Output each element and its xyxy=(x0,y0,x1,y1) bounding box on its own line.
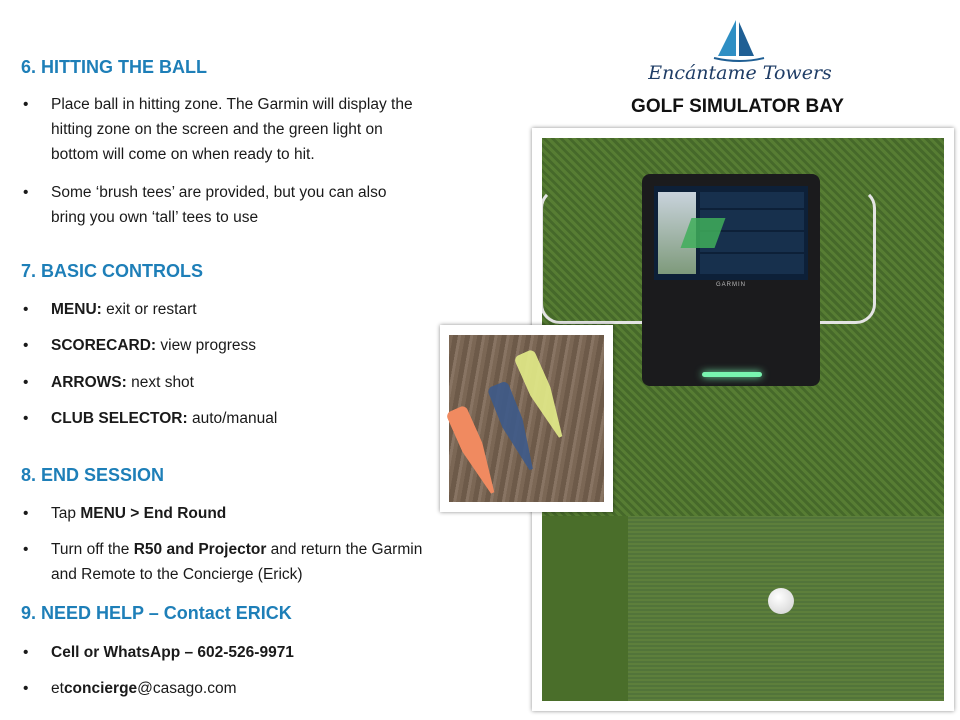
sailboat-logo-icon xyxy=(640,18,840,62)
bullet-text: Turn off the xyxy=(51,541,134,558)
bullet-bold: R50 and Projector xyxy=(133,541,267,558)
bullet-dot: • xyxy=(23,184,29,201)
bullet-text-line: bottom will come on when ready to hit. xyxy=(51,146,315,163)
wood-background xyxy=(449,335,604,502)
phone-number: Cell or WhatsApp – 602-526-9971 xyxy=(51,644,294,661)
ready-light xyxy=(702,372,762,377)
bullet-dot: • xyxy=(23,541,29,558)
bullet-text-line: Place ball in hitting zone. The Garmin will display the xyxy=(51,96,413,113)
control-name: ARROWS: xyxy=(51,374,127,391)
control-desc: exit or restart xyxy=(101,301,197,318)
bullet-dot: • xyxy=(23,410,29,427)
bullet-text-line: and Remote to the Concierge (Erick) xyxy=(51,566,303,583)
device-screen xyxy=(654,186,808,280)
orange-tee xyxy=(445,405,503,498)
section-heading-hitting: 6. HITTING THE BALL xyxy=(21,57,207,77)
control-desc: next shot xyxy=(126,374,194,391)
bullet-dot: • xyxy=(23,374,29,391)
brand-name: Encántame Towers xyxy=(648,62,832,84)
garmin-r50-device xyxy=(642,174,820,386)
control-desc: auto/manual xyxy=(187,410,278,427)
bullet-text-line: bring you own ‘tall’ tees to use xyxy=(51,209,259,226)
encantame-logo xyxy=(640,18,840,88)
bullet-text-line: Some ‘brush tees’ are provided, but you can also xyxy=(51,184,387,201)
brush-tees-photo xyxy=(440,325,613,512)
bullet-dot: • xyxy=(23,96,29,113)
device-brand-label: GARMIN xyxy=(716,282,746,288)
email-bold: concierge xyxy=(63,680,138,697)
email-domain: @casago.com xyxy=(137,680,237,697)
bullet-text: and return the Garmin xyxy=(266,541,423,558)
section-heading-controls: 7. BASIC CONTROLS xyxy=(21,261,204,281)
bullet-text: Tap xyxy=(51,505,81,522)
section-heading-end-session: 8. END SESSION xyxy=(21,465,165,485)
control-name: SCORECARD: xyxy=(51,337,157,354)
bullet-dot: • xyxy=(23,301,29,318)
page-title: GOLF SIMULATOR BAY xyxy=(631,96,844,117)
email-prefix: et xyxy=(51,680,64,697)
bullet-dot: • xyxy=(23,337,29,354)
bullet-dot: • xyxy=(23,644,29,661)
control-name: MENU: xyxy=(51,301,102,318)
section-heading-help: 9. NEED HELP – Contact ERICK xyxy=(21,603,292,623)
bullet-dot: • xyxy=(23,505,29,522)
bullet-text-line: hitting zone on the screen and the green light on xyxy=(51,121,383,138)
golf-ball xyxy=(768,588,794,614)
control-name: CLUB SELECTOR: xyxy=(51,410,188,427)
control-desc: view progress xyxy=(156,337,256,354)
bullet-dot: • xyxy=(23,680,29,697)
bullet-bold: MENU > End Round xyxy=(80,505,227,522)
